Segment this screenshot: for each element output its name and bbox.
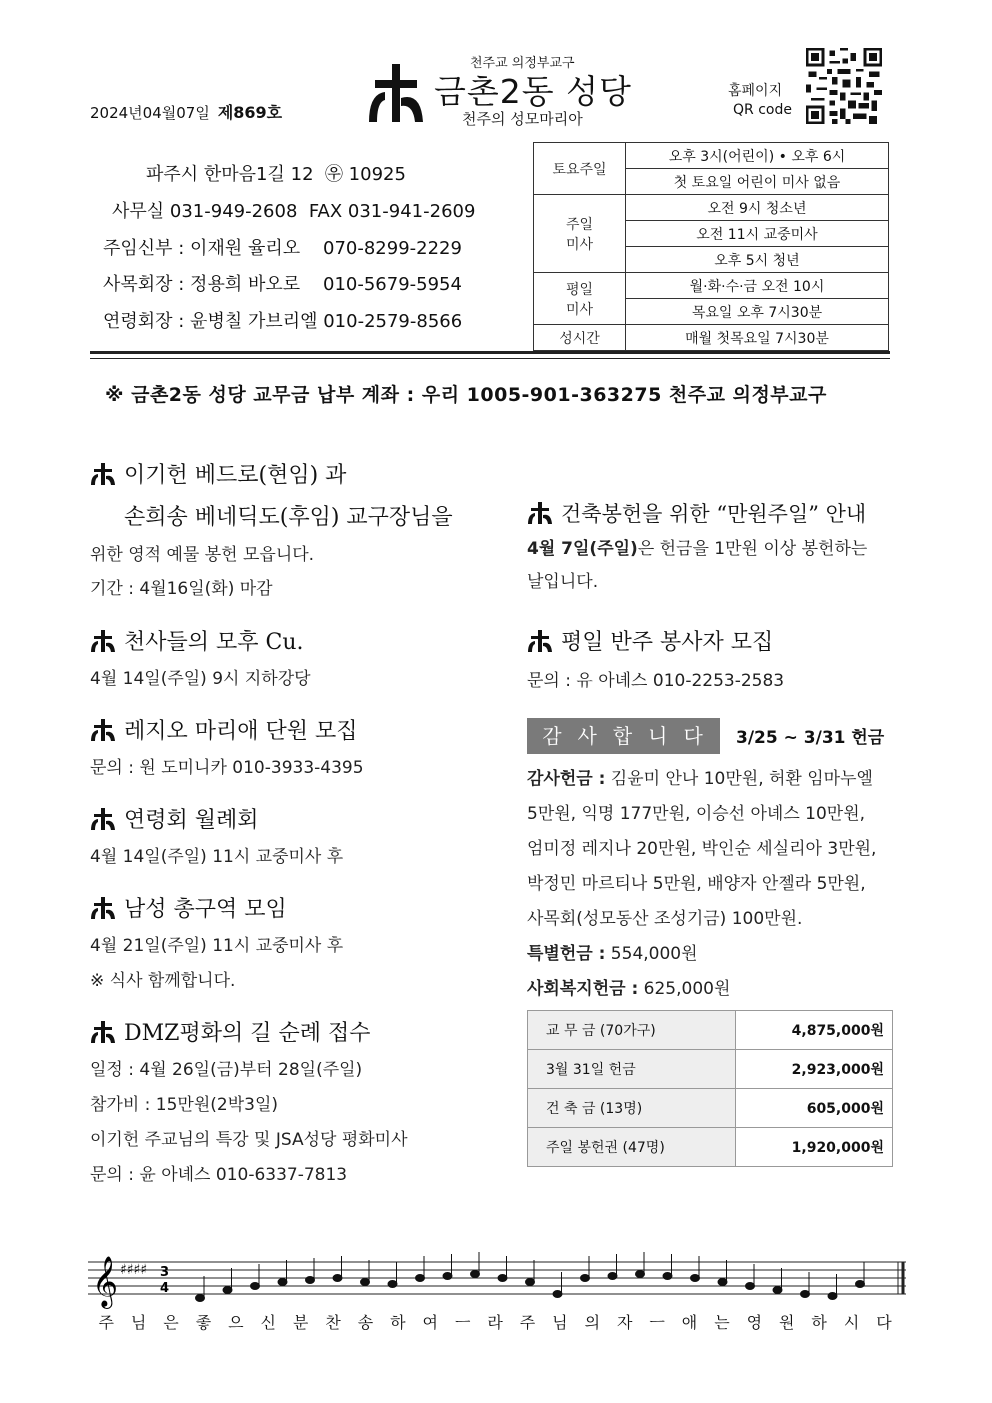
section-title-cont: 손희송 베네딕도(후임) 교구장님을	[124, 505, 453, 530]
office-phone: 사무실 031-949-2608 FAX 031-941-2609	[112, 201, 476, 222]
cross-icon	[527, 630, 553, 652]
note-head	[663, 1273, 672, 1280]
lyric-syllable: 님	[552, 1313, 568, 1332]
note-head	[856, 1281, 865, 1288]
lyric-syllable: 송	[357, 1313, 374, 1332]
lyric-syllable: 님	[130, 1313, 147, 1332]
note-head	[828, 1293, 837, 1300]
patron-saint: 천주의 성모마리아	[462, 110, 583, 128]
section-title: 이기헌 베드로(현임) 과	[90, 458, 346, 489]
body-text: 문의 : 유 아녜스 010-2253-2583	[527, 671, 785, 691]
divider	[90, 351, 890, 354]
weekday-label: 평일 미사	[534, 273, 626, 325]
elder-council-contact: 연령회장 : 윤병칠 가브리엘 010-2579-8566	[103, 311, 463, 332]
gratitude-line: 감사헌금 : 김윤미 안나 10만원, 허환 임마누엘	[527, 769, 873, 789]
saturday-note: 첫 토요일 어린이 미사 없음	[626, 169, 889, 195]
thanks-banner: 감사합니다	[527, 718, 720, 754]
lyric-syllable: 주	[98, 1313, 114, 1332]
lyric-syllable: 여	[422, 1313, 438, 1332]
lyric-syllable: ㅡ	[649, 1313, 665, 1332]
note-head	[223, 1287, 232, 1294]
special-offering: 특별헌금 : 554,000원	[527, 944, 698, 964]
lyric-syllable: 의	[584, 1313, 601, 1332]
note-head	[278, 1279, 287, 1286]
lyric-syllable: 찬	[325, 1313, 341, 1332]
mass-schedule-table	[533, 142, 889, 351]
saturday-time: 오후 3시(어린이) • 오후 6시	[626, 143, 889, 169]
homepage-label: 홈페이지	[728, 83, 783, 99]
gratitude-line: 박정민 마르티나 5만원, 배양자 안젤라 5만원,	[527, 874, 866, 894]
thanks-period: 3/25 ~ 3/31 헌금	[736, 728, 885, 748]
note-head	[498, 1275, 507, 1282]
cross-icon	[90, 463, 116, 485]
note-head	[416, 1275, 425, 1282]
qr-code-label[interactable]: QR code	[733, 102, 792, 118]
diocese-name: 천주교 의정부교구	[470, 56, 575, 71]
lyric-syllable: 으	[228, 1313, 244, 1332]
body-text: 4월 14일(주일) 9시 지하강당	[90, 669, 311, 689]
note-head	[443, 1273, 452, 1280]
church-logo-icon	[365, 62, 427, 124]
body-text: 4월 21일(주일) 11시 교중미사 후	[90, 936, 344, 956]
sunday-label: 주일 미사	[534, 195, 626, 273]
saturday-label: 토요주일	[534, 143, 626, 195]
lyric-syllable: 시	[843, 1313, 860, 1332]
table-row: 교 무 금 (70가구) 4,875,000원	[528, 1011, 893, 1050]
body-text: 문의 : 원 도미니카 010-3933-4395	[90, 758, 364, 778]
body-text: 위한 영적 예물 봉헌 모읍니다.	[90, 545, 315, 565]
cross-icon	[527, 502, 553, 524]
sunday-time-3: 오후 5시 청년	[626, 247, 889, 273]
cross-icon	[90, 1021, 116, 1043]
note-head	[691, 1275, 700, 1282]
lyric-syllable: 신	[260, 1313, 276, 1332]
note-head	[553, 1291, 562, 1298]
note-head	[361, 1279, 370, 1286]
council-contact: 사목회장 : 정용희 바오로 010-5679-5954	[103, 274, 462, 295]
note-head	[801, 1291, 810, 1298]
note-head	[388, 1281, 397, 1288]
svg-text:3: 3	[160, 1265, 170, 1280]
body-text: 이기헌 주교님의 특강 및 JSA성당 평화미사	[90, 1130, 408, 1150]
holy-hour-time: 매월 첫목요일 7시30분	[626, 325, 889, 351]
church-title: 금촌2동 성당	[434, 72, 632, 111]
welfare-offering: 사회복지헌금 : 625,000원	[527, 979, 731, 999]
note-head	[306, 1277, 315, 1284]
note-head	[251, 1283, 260, 1290]
sunday-time-2: 오전 11시 교중미사	[626, 221, 889, 247]
note-head	[773, 1287, 782, 1294]
account-notice: ※ 금촌2동 성당 교무금 납부 계좌 : 우리 1005-901-363275 천주교 의정부교구	[105, 384, 827, 406]
body-text: ※ 식사 함께합니다.	[90, 971, 236, 991]
body-text: 4월 7일(주일)은 헌금을 1만원 이상 봉헌하는	[527, 539, 868, 559]
gratitude-line: 사목회(성모동산 조성기금) 100만원.	[527, 909, 803, 929]
gratitude-line: 5만원, 익명 177만원, 이승선 아녜스 10만원,	[527, 804, 866, 824]
section-title: 연령회 월례회	[90, 803, 259, 834]
weekday-time-2: 목요일 오후 7시30분	[626, 299, 889, 325]
body-text: 기간 : 4월16일(화) 마감	[90, 579, 273, 599]
lyric-syllable: 다	[876, 1313, 892, 1332]
section-title: 건축봉헌을 위한 “만원주일” 안내	[527, 498, 866, 528]
issue-date: 2024년04월07일	[90, 104, 210, 122]
section-title: 남성 총구역 모임	[90, 892, 287, 923]
section-title: 평일 반주 봉사자 모집	[527, 625, 773, 656]
weekday-time-1: 월·화·수·금 오전 10시	[626, 273, 889, 299]
divider	[90, 358, 890, 359]
holy-hour-label: 성시간	[534, 325, 626, 351]
issue-number: 제869호	[217, 103, 283, 122]
note-head	[333, 1275, 342, 1282]
body-text: 날입니다.	[527, 572, 599, 592]
svg-text:4: 4	[160, 1281, 170, 1296]
lyric-syllable: 원	[779, 1313, 795, 1332]
lyric-syllable: 자	[616, 1313, 633, 1332]
cross-icon	[90, 630, 116, 652]
pastor-contact: 주임신부 : 이재원 율리오 070-8299-2229	[103, 238, 462, 259]
table-row: 건 축 금 (13명) 605,000원	[528, 1089, 893, 1128]
qr-code-icon[interactable]	[806, 48, 882, 124]
body-text: 4월 14일(주일) 11시 교중미사 후	[90, 847, 344, 867]
table-row: 주일 봉헌권 (47명) 1,920,000원	[528, 1128, 893, 1167]
note-head	[581, 1275, 590, 1282]
section-title: DMZ평화의 길 순례 접수	[90, 1016, 370, 1047]
lyric-syllable: 영	[746, 1313, 763, 1332]
note-head	[471, 1271, 480, 1278]
note-head	[608, 1273, 617, 1280]
cross-icon	[90, 808, 116, 830]
lyric-syllable: 라	[487, 1313, 503, 1332]
lyric-syllable: 애	[681, 1313, 698, 1332]
body-text: 참가비 : 15만원(2박3일)	[90, 1095, 279, 1115]
sunday-time-1: 오전 9시 청소년	[626, 195, 889, 221]
svg-text:♯♯♯♯: ♯♯♯♯	[120, 1262, 148, 1278]
note-head	[526, 1279, 535, 1286]
table-row: 3월 31일 헌금 2,923,000원	[528, 1050, 893, 1089]
hymn-lyrics	[90, 1310, 900, 1333]
lyric-syllable: 은	[163, 1313, 179, 1332]
address: 파주시 한마음1길 12 ㉾ 10925	[146, 164, 406, 185]
lyric-syllable: 는	[714, 1313, 730, 1332]
cross-icon	[90, 897, 116, 919]
lyric-syllable: ㅡ	[454, 1313, 471, 1332]
gratitude-line: 엄미정 레지나 20만원, 박인순 세실리아 3만원,	[527, 839, 877, 859]
note-head	[746, 1283, 755, 1290]
lyric-syllable: 분	[292, 1313, 309, 1332]
note-head	[636, 1271, 645, 1278]
section-title: 천사들의 모후 Cu.	[90, 625, 304, 656]
lyric-syllable: 하	[811, 1313, 827, 1332]
body-text: 일정 : 4월 26일(금)부터 28일(주일)	[90, 1060, 363, 1080]
lyric-syllable: 주	[519, 1313, 536, 1332]
treble-clef-icon: 𝄞	[92, 1256, 119, 1307]
body-text: 문의 : 윤 아녜스 010-6337-7813	[90, 1165, 348, 1185]
note-head	[196, 1295, 205, 1302]
offering-table	[527, 1010, 893, 1167]
note-head	[718, 1279, 727, 1286]
cross-icon	[90, 719, 116, 741]
section-title: 레지오 마리애 단원 모집	[90, 714, 358, 745]
issue-date-line	[90, 100, 282, 123]
lyric-syllable: 하	[390, 1313, 406, 1332]
lyric-syllable: 좋	[195, 1313, 212, 1332]
